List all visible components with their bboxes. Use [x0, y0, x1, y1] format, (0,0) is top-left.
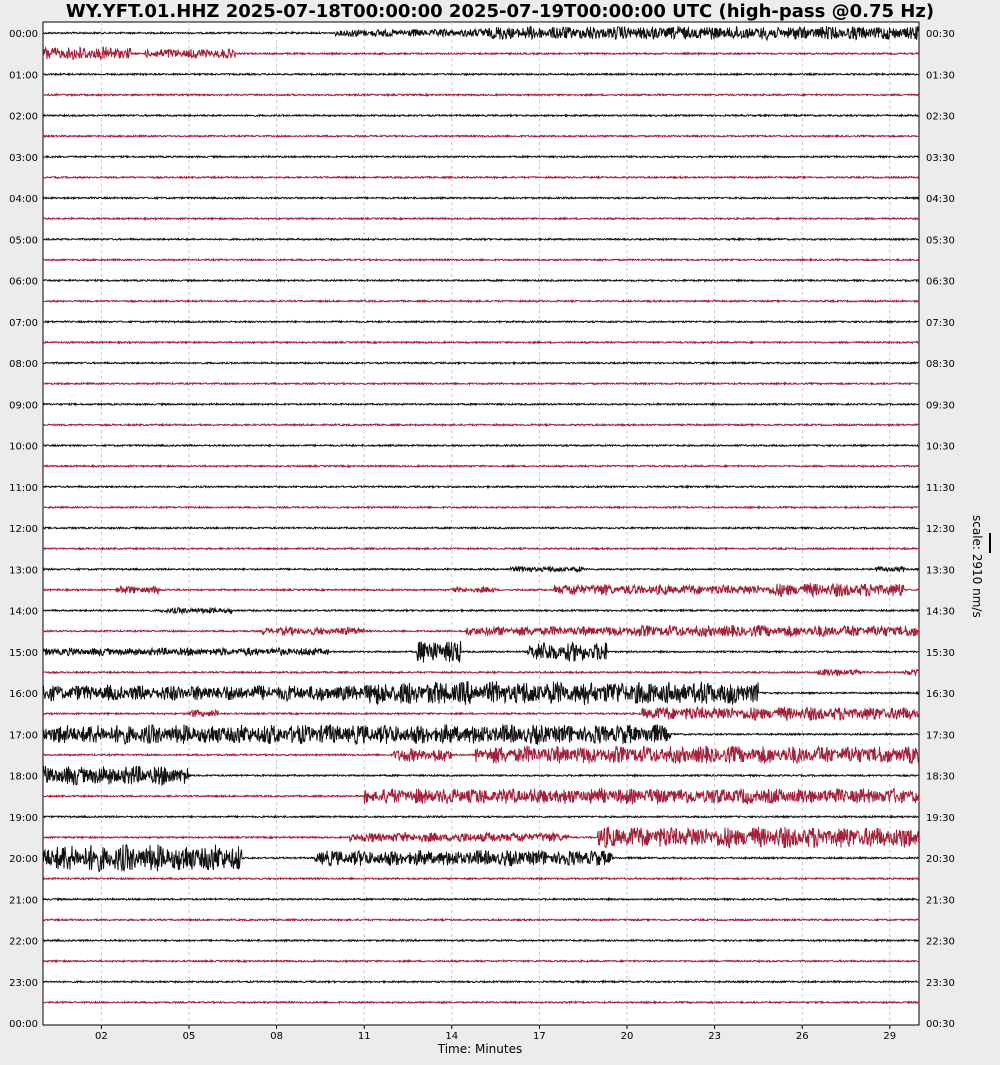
seismic-trace: [43, 816, 919, 818]
right-time-label: 20:30: [926, 854, 955, 865]
right-time-label: 19:30: [926, 812, 955, 824]
right-time-labels: [926, 29, 955, 1030]
seismic-trace: [43, 404, 919, 406]
left-time-label: 13:00: [9, 565, 38, 577]
right-time-label: 15:30: [926, 647, 955, 659]
x-tick-label: 20: [620, 1031, 634, 1042]
left-time-label: 11:00: [9, 482, 38, 494]
right-time-label: 21:30: [926, 895, 955, 907]
x-axis-ticks: [95, 1025, 896, 1042]
x-tick-label: 11: [357, 1031, 371, 1042]
plot-area: [43, 22, 919, 1025]
right-time-label: 08:30: [926, 359, 955, 370]
chart-title: WY.YFT.01.HHZ 2025-07-18T00:00:00 2025-07-19T00:00:00 UTC (high-pass @0.75 Hz): [65, 1, 935, 22]
right-time-label: 16:30: [926, 689, 955, 700]
right-time-label: 02:30: [926, 111, 955, 123]
right-time-label: 22:30: [926, 936, 955, 948]
left-time-label: 19:00: [9, 812, 38, 824]
left-time-label: 16:00: [9, 689, 38, 700]
seismic-trace: [43, 259, 919, 261]
right-time-label: 04:30: [926, 194, 955, 205]
left-time-label: 00:00: [9, 29, 38, 40]
right-time-label: 14:30: [926, 606, 955, 618]
left-time-label: 15:00: [9, 647, 38, 659]
left-time-label: 00:00: [9, 1019, 38, 1030]
right-time-label: 05:30: [926, 235, 955, 247]
left-time-label: 02:00: [9, 111, 38, 123]
left-time-label: 12:00: [9, 524, 38, 535]
right-time-label: 17:30: [926, 730, 955, 742]
left-time-label: 20:00: [9, 854, 38, 865]
right-time-label: 12:30: [926, 524, 955, 535]
left-time-label: 17:00: [9, 730, 38, 742]
left-time-labels: [9, 29, 38, 1030]
x-tick-label: 14: [445, 1031, 459, 1042]
left-time-label: 21:00: [9, 895, 38, 907]
x-tick-label: 08: [270, 1031, 283, 1042]
left-time-label: 14:00: [9, 606, 38, 618]
left-time-label: 22:00: [9, 936, 38, 948]
x-tick-label: 23: [708, 1031, 721, 1042]
x-tick-label: 17: [533, 1031, 546, 1042]
seismic-trace: [43, 115, 919, 117]
scale-label: scale: 2910 nm/s: [970, 515, 984, 618]
right-time-label: 03:30: [926, 152, 955, 164]
left-time-label: 04:00: [9, 194, 38, 205]
right-time-label: 09:30: [926, 400, 955, 412]
left-time-label: 09:00: [9, 400, 38, 412]
right-time-label: 13:30: [926, 565, 955, 577]
right-time-label: 10:30: [926, 441, 955, 453]
left-time-label: 08:00: [9, 359, 38, 370]
right-time-label: 07:30: [926, 317, 955, 329]
left-time-label: 07:00: [9, 317, 38, 329]
x-tick-label: 02: [95, 1031, 108, 1042]
left-time-label: 03:00: [9, 152, 38, 164]
right-time-label: 11:30: [926, 482, 955, 494]
seismic-trace: [43, 197, 919, 199]
left-time-label: 10:00: [9, 441, 38, 453]
right-time-label: 01:30: [926, 70, 955, 82]
left-time-label: 23:00: [9, 977, 38, 989]
right-time-label: 23:30: [926, 977, 955, 989]
x-tick-label: 29: [883, 1031, 897, 1042]
x-tick-label: 26: [795, 1031, 809, 1042]
left-time-label: 01:00: [9, 70, 38, 82]
right-time-label: 00:30: [926, 1019, 955, 1030]
left-time-label: 05:00: [9, 235, 38, 247]
right-time-label: 18:30: [926, 771, 955, 783]
right-time-label: 00:30: [926, 29, 955, 40]
right-time-label: 06:30: [926, 276, 955, 288]
left-time-label: 18:00: [9, 771, 38, 783]
x-tick-label: 05: [182, 1031, 196, 1042]
x-axis-label: Time: Minutes: [437, 1042, 523, 1056]
left-time-label: 06:00: [9, 276, 38, 288]
